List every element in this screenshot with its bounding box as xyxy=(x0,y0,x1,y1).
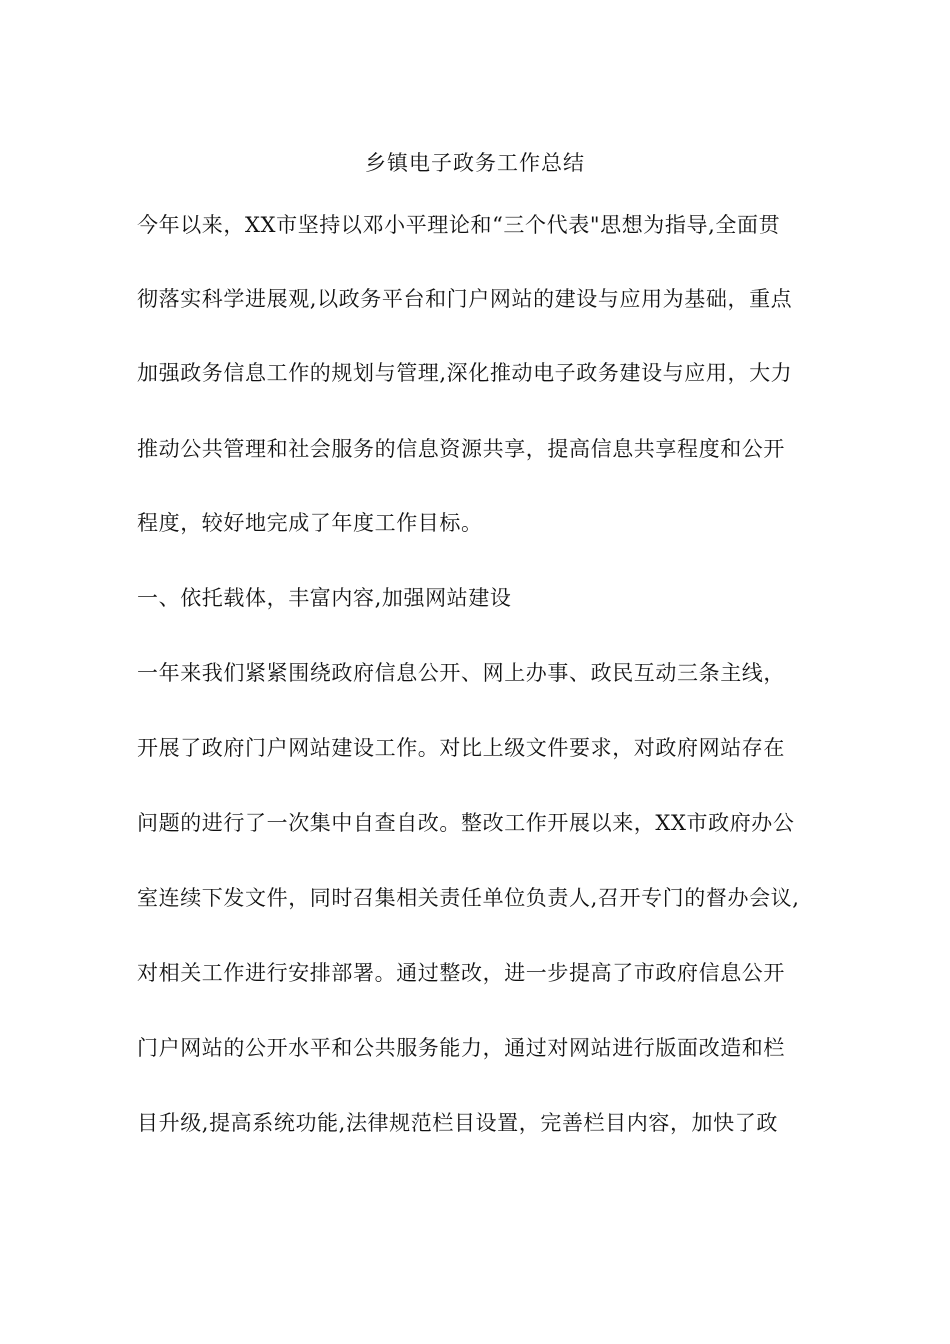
body-line: 今年以来，XX市坚持以邓小平理论和“三个代表"思想为指导,全面贯 xyxy=(137,213,781,237)
body-line: 室连续下发文件，同时召集相关责任单位负责人,召开专门的督办会议, xyxy=(137,886,800,910)
body-line: 程度，较好地完成了年度工作目标。 xyxy=(137,511,483,535)
section-heading: 一、依托载体，丰富内容,加强网站建设 xyxy=(137,586,512,610)
document-title: 乡镇电子政务工作总结 xyxy=(365,151,585,175)
body-line: 对相关工作进行安排部署。通过整改，进一步提高了市政府信息公开 xyxy=(137,961,785,985)
body-line: 彻落实科学进展观,以政务平台和门户网站的建设与应用为基础，重点 xyxy=(137,287,793,311)
body-line: 开展了政府门户网站建设工作。对比上级文件要求，对政府网站存在 xyxy=(137,736,785,760)
body-line: 目升级,提高系统功能,法律规范栏目设置，完善栏目内容，加快了政 xyxy=(137,1111,778,1135)
body-line: 问题的进行了一次集中自查自改。整改工作开展以来，XX市政府办公 xyxy=(137,811,795,835)
body-line: 一年来我们紧紧围绕政府信息公开、网上办事、政民互动三条主线， xyxy=(137,661,785,685)
body-line: 加强政务信息工作的规划与管理,深化推动电子政务建设与应用，大力 xyxy=(137,361,793,385)
body-line: 门户网站的公开水平和公共服务能力，通过对网站进行版面改造和栏 xyxy=(137,1036,785,1060)
body-line: 推动公共管理和社会服务的信息资源共享，提高信息共享程度和公开 xyxy=(137,437,785,461)
